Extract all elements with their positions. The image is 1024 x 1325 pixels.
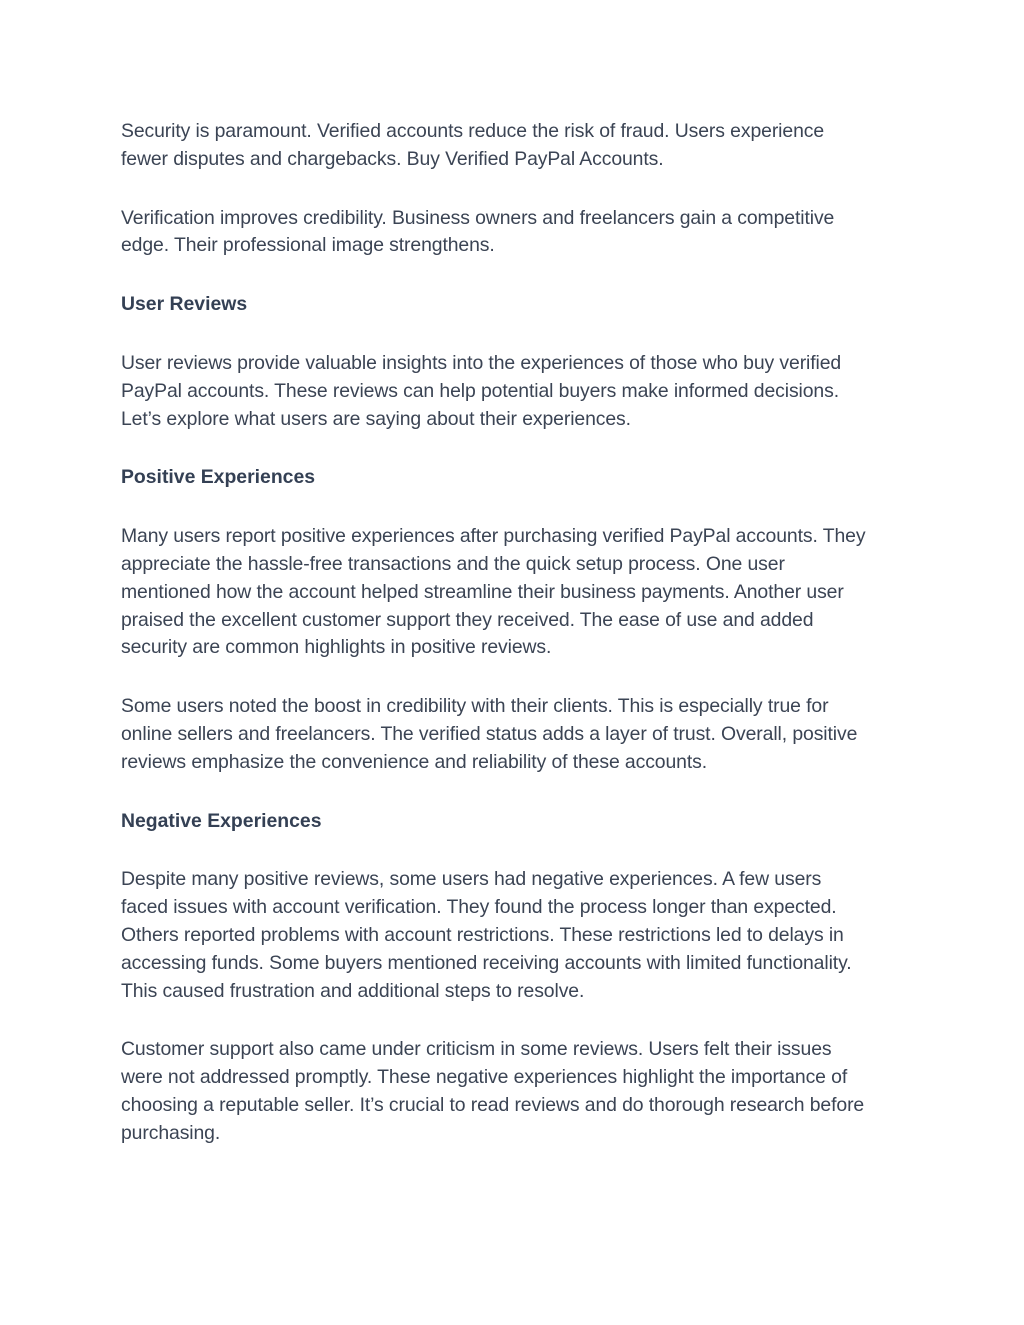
paragraph-security: [121, 118, 911, 174]
document-page: [121, 118, 911, 1179]
text-line: accessing funds. Some buyers mentioned receiving accounts with limited functionality.: [121, 951, 852, 974]
text-line: Many users report positive experiences after purchasing verified PayPal accounts. They: [121, 525, 866, 548]
paragraph-negative-2: [121, 1036, 911, 1147]
heading-user-reviews: User Reviews: [121, 293, 248, 316]
paragraph-positive-1: [121, 523, 911, 662]
text-line: Despite many positive reviews, some users had negative experiences. A few users: [121, 868, 822, 891]
text-line: PayPal accounts. These reviews can help potential buyers make informed decisions.: [121, 379, 839, 402]
text-line: This caused frustration and additional steps to resolve.: [121, 979, 585, 1002]
text-line: User reviews provide valuable insights into the experiences of those who buy verified: [121, 351, 842, 374]
heading-negative-experiences: Negative Experiences: [121, 809, 322, 832]
text-line: edge. Their professional image strengthens.: [121, 234, 495, 257]
text-line: reviews emphasize the convenience and reliability of these accounts.: [121, 750, 708, 773]
text-line: were not addressed promptly. These negative experiences highlight the importance of: [121, 1066, 848, 1089]
text-line: Customer support also came under criticism in some reviews. Users felt their issues: [121, 1038, 832, 1061]
text-line: Others reported problems with account restrictions. These restrictions led to delays in: [121, 923, 844, 946]
text-line: Security is paramount. Verified accounts reduce the risk of fraud. Users experience: [121, 120, 825, 142]
text-line: fewer disputes and chargebacks. Buy Verified PayPal Accounts.: [121, 147, 664, 170]
text-line: faced issues with account verification. They found the process longer than expected.: [121, 896, 837, 919]
paragraph-credibility: [121, 205, 911, 261]
paragraph-negative-1: [121, 866, 911, 1005]
text-line: Verification improves credibility. Business owners and freelancers gain a competitive: [121, 206, 835, 229]
paragraph-positive-2: [121, 693, 911, 776]
text-line: mentioned how the account helped streamline their business payments. Another user: [121, 580, 844, 603]
text-line: appreciate the hassle-free transactions and the quick setup process. One user: [121, 552, 785, 575]
paragraph-user-reviews-intro: [121, 350, 911, 433]
text-line: security are common highlights in positive reviews.: [121, 636, 552, 659]
text-line: praised the excellent customer support they received. The ease of use and added: [121, 608, 814, 631]
text-line: online sellers and freelancers. The verified status adds a layer of trust. Overall, positive: [121, 722, 858, 745]
text-line: Some users noted the boost in credibility with their clients. This is especially true for: [121, 695, 829, 718]
heading-positive-experiences: Positive Experiences: [121, 466, 316, 489]
text-line: purchasing.: [121, 1121, 221, 1144]
text-line: Let’s explore what users are saying about their experiences.: [121, 407, 631, 430]
text-line: choosing a reputable seller. It’s crucial to read reviews and do thorough research before: [121, 1093, 865, 1116]
